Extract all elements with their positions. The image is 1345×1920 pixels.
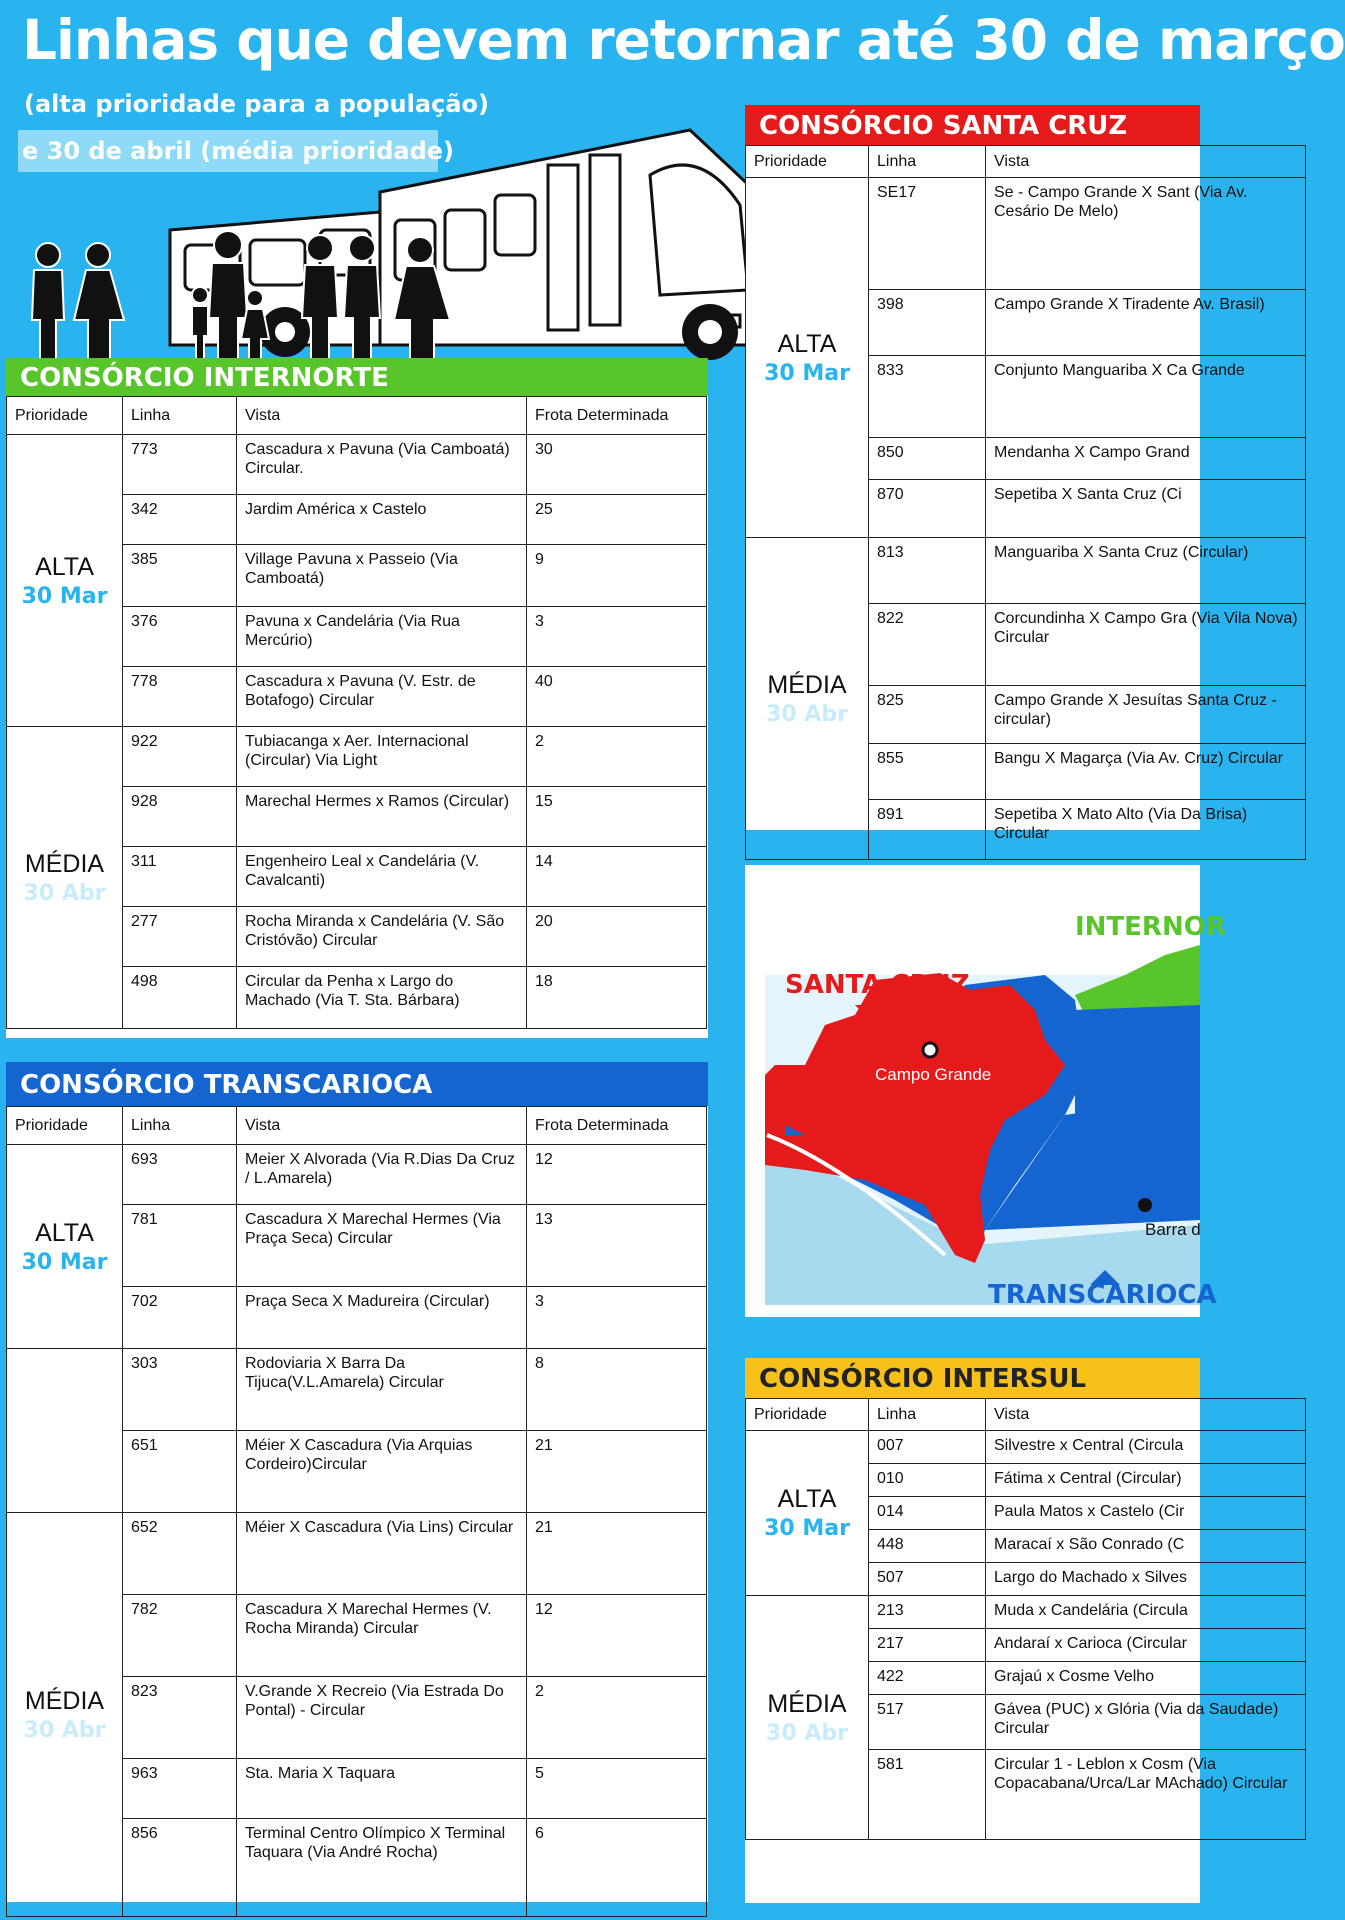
vista-cell: V.Grande X Recreio (Via Estrada Do Pontal) - Circular xyxy=(237,1677,527,1759)
frota-cell: 3 xyxy=(527,607,707,667)
priority-alta xyxy=(746,1431,869,1596)
priority-label: ALTA xyxy=(777,329,837,358)
linha-cell: SE17 xyxy=(869,178,986,290)
frota-cell: 14 xyxy=(527,847,707,907)
frota-cell: 20 xyxy=(527,907,707,967)
santa-cruz-title: CONSÓRCIO SANTA CRUZ xyxy=(759,111,1128,141)
santa-cruz-header xyxy=(745,105,1200,145)
priority-date: 30 Abr xyxy=(766,1720,848,1746)
priority-media xyxy=(746,538,869,860)
frota-cell: 8 xyxy=(527,1349,707,1431)
linha-cell: 963 xyxy=(123,1759,237,1819)
linha-cell: 855 xyxy=(869,744,986,800)
transcarioca-header xyxy=(6,1062,708,1106)
vista-cell: Rodoviaria X Barra Da Tijuca(V.L.Amarela) Circular xyxy=(237,1349,527,1431)
col-header: Frota Determinada xyxy=(527,397,707,435)
vista-cell: Cascadura X Marechal Hermes (Via Praça Seca) Circular xyxy=(237,1205,527,1287)
subtitle-medium-priority: e 30 de abril (média prioridade) xyxy=(22,137,455,165)
vista-cell: Cascadura x Pavuna (Via Camboatá) Circular. xyxy=(237,435,527,495)
col-header: Linha xyxy=(869,146,986,178)
priority-media xyxy=(746,1596,869,1840)
linha-cell: 693 xyxy=(123,1145,237,1205)
frota-cell: 2 xyxy=(527,727,707,787)
linha-cell: 778 xyxy=(123,667,237,727)
linha-cell: 833 xyxy=(869,356,986,438)
vista-cell: Terminal Centro Olímpico X Terminal Taquara (Via André Rocha) xyxy=(237,1819,527,1917)
linha-cell: 782 xyxy=(123,1595,237,1677)
col-header: Prioridade xyxy=(746,146,869,178)
col-header: Linha xyxy=(869,1399,986,1431)
linha-cell: 822 xyxy=(869,604,986,686)
col-header: Linha xyxy=(123,1107,237,1145)
linha-cell: 342 xyxy=(123,495,237,545)
vista-cell: Campo Grande X Tiradente Av. Brasil) xyxy=(986,290,1306,356)
vista-cell: Campo Grande X Jesuítas Santa Cruz -circular) xyxy=(986,686,1306,744)
frota-cell: 25 xyxy=(527,495,707,545)
vista-cell: Maracaí x São Conrado (C xyxy=(986,1530,1306,1563)
intersul-title: CONSÓRCIO INTERSUL xyxy=(759,1364,1087,1394)
col-header: Prioridade xyxy=(7,1107,123,1145)
internorte-header xyxy=(6,358,708,396)
vista-cell: Paula Matos x Castelo (Cir xyxy=(986,1497,1306,1530)
vista-cell: Sta. Maria X Taquara xyxy=(237,1759,527,1819)
frota-cell: 3 xyxy=(527,1287,707,1349)
vista-cell: Corcundinha X Campo Gra (Via Vila Nova) Circular xyxy=(986,604,1306,686)
col-header: Vista xyxy=(986,146,1306,178)
linha-cell: 850 xyxy=(869,438,986,480)
internorte-table xyxy=(6,396,707,1029)
linha-cell: 376 xyxy=(123,607,237,667)
col-header: Linha xyxy=(123,397,237,435)
frota-cell: 5 xyxy=(527,1759,707,1819)
col-header: Vista xyxy=(986,1399,1306,1431)
frota-cell: 12 xyxy=(527,1145,707,1205)
frota-cell: 13 xyxy=(527,1205,707,1287)
map-graphic xyxy=(745,865,1226,1317)
frota-cell: 30 xyxy=(527,435,707,495)
linha-cell: 870 xyxy=(869,480,986,538)
linha-cell: 856 xyxy=(123,1819,237,1917)
vista-cell: Circular 1 - Leblon x Cosm (Via Copacabana/Urca/Lar MAchado) Circular xyxy=(986,1750,1306,1840)
priority-alta xyxy=(7,1145,123,1349)
vista-cell: Jardim América x Castelo xyxy=(237,495,527,545)
linha-cell: 651 xyxy=(123,1431,237,1513)
linha-cell: 825 xyxy=(869,686,986,744)
priority-media xyxy=(7,1513,123,1917)
linha-cell: 217 xyxy=(869,1629,986,1662)
vista-cell: Bangu X Magarça (Via Av. Cruz) Circular xyxy=(986,744,1306,800)
linha-cell: 007 xyxy=(869,1431,986,1464)
vista-cell: Cascadura x Pavuna (V. Estr. de Botafogo) Circular xyxy=(237,667,527,727)
transcarioca-panel xyxy=(6,1062,708,1902)
transcarioca-title: CONSÓRCIO TRANSCARIOCA xyxy=(20,1070,433,1100)
priority-label: MÉDIA xyxy=(24,849,105,878)
priority-label: ALTA xyxy=(777,1485,837,1513)
vista-cell: Gávea (PUC) x Glória (Via da Saudade) Circular xyxy=(986,1695,1306,1750)
priority-alta xyxy=(7,435,123,727)
vista-cell: Cascadura X Marechal Hermes (V. Rocha Miranda) Circular xyxy=(237,1595,527,1677)
vista-cell: Sepetiba X Santa Cruz (Ci xyxy=(986,480,1306,538)
vista-cell: Conjunto Manguariba X Ca Grande xyxy=(986,356,1306,438)
col-header: Prioridade xyxy=(7,397,123,435)
vista-cell: Grajaú x Cosme Velho xyxy=(986,1662,1306,1695)
priority-date: 30 Mar xyxy=(764,1516,850,1541)
frota-cell: 12 xyxy=(527,1595,707,1677)
linha-cell: 303 xyxy=(123,1349,237,1431)
map-label-santa-cruz: SANTA CRUZ xyxy=(785,970,970,1000)
linha-cell: 517 xyxy=(869,1695,986,1750)
frota-cell: 6 xyxy=(527,1819,707,1917)
vista-cell: Andaraí x Carioca (Circular xyxy=(986,1629,1306,1662)
vista-cell: Méier X Cascadura (Via Arquias Cordeiro)Circular xyxy=(237,1431,527,1513)
frota-cell: 2 xyxy=(527,1677,707,1759)
internorte-title: CONSÓRCIO INTERNORTE xyxy=(20,363,389,393)
linha-cell: 781 xyxy=(123,1205,237,1287)
vista-cell: Muda x Candelária (Circula xyxy=(986,1596,1306,1629)
vista-cell: Pavuna x Candelária (Via Rua Mercúrio) xyxy=(237,607,527,667)
priority-date: 30 Abr xyxy=(766,701,848,727)
map-label-barra: Barra d xyxy=(1145,1220,1201,1239)
linha-cell: 507 xyxy=(869,1563,986,1596)
vista-cell: Circular da Penha x Largo do Machado (Via T. Sta. Bárbara) xyxy=(237,967,527,1029)
priority-date: 30 Mar xyxy=(21,583,108,609)
linha-cell: 891 xyxy=(869,800,986,860)
page-title: Linhas que devem retornar até 30 de março xyxy=(22,8,1345,72)
priority-alta xyxy=(746,178,869,538)
priority-label: ALTA xyxy=(35,552,94,581)
bus-illustration xyxy=(0,120,790,360)
vista-cell: Manguariba X Santa Cruz (Circular) xyxy=(986,538,1306,604)
vista-cell: Village Pavuna x Passeio (Via Camboatá) xyxy=(237,545,527,607)
linha-cell: 922 xyxy=(123,727,237,787)
frota-cell: 21 xyxy=(527,1431,707,1513)
vista-cell: Rocha Miranda x Candelária (V. São Cristóvão) Circular xyxy=(237,907,527,967)
linha-cell: 311 xyxy=(123,847,237,907)
linha-cell: 014 xyxy=(869,1497,986,1530)
frota-cell: 21 xyxy=(527,1513,707,1595)
map-label-internorte: INTERNOR xyxy=(1075,912,1226,942)
frota-cell: 18 xyxy=(527,967,707,1029)
barra-marker xyxy=(1138,1198,1152,1212)
vista-cell: Praça Seca X Madureira (Circular) xyxy=(237,1287,527,1349)
priority-label: MÉDIA xyxy=(767,1689,847,1718)
vista-cell: Mendanha X Campo Grand xyxy=(986,438,1306,480)
intersul-panel xyxy=(745,1358,1288,1903)
map-label-campo-grande: Campo Grande xyxy=(875,1065,992,1084)
linha-cell: 823 xyxy=(123,1677,237,1759)
col-header: Vista xyxy=(237,1107,527,1145)
linha-cell: 581 xyxy=(869,1750,986,1840)
frota-cell: 15 xyxy=(527,787,707,847)
internorte-panel xyxy=(6,358,708,1038)
linha-cell: 213 xyxy=(869,1596,986,1629)
linha-cell: 652 xyxy=(123,1513,237,1595)
santa-cruz-table xyxy=(745,145,1306,860)
linha-cell: 813 xyxy=(869,538,986,604)
subtitle-high-priority: (alta prioridade para a população) xyxy=(24,90,489,118)
consortium-map xyxy=(745,865,1226,1317)
priority-date: 30 Mar xyxy=(764,360,850,386)
frota-cell: 9 xyxy=(527,545,707,607)
col-header: Prioridade xyxy=(746,1399,869,1431)
vista-cell: Se - Campo Grande X Sant (Via Av. Cesário De Melo) xyxy=(986,178,1306,290)
priority-label: MÉDIA xyxy=(24,1686,105,1715)
priority-label: MÉDIA xyxy=(767,670,847,699)
linha-cell: 448 xyxy=(869,1530,986,1563)
linha-cell: 398 xyxy=(869,290,986,356)
vista-cell: Sepetiba X Mato Alto (Via Da Brisa) Circular xyxy=(986,800,1306,860)
vista-cell: Tubiacanga x Aer. Internacional (Circular) Via Light xyxy=(237,727,527,787)
priority-media xyxy=(7,727,123,1029)
transcarioca-table xyxy=(6,1106,707,1917)
priority-date: 30 Abr xyxy=(23,1717,106,1743)
priority-label: ALTA xyxy=(35,1218,94,1247)
priority-date: 30 Abr xyxy=(23,880,106,906)
linha-cell: 385 xyxy=(123,545,237,607)
vista-cell: Largo do Machado x Silves xyxy=(986,1563,1306,1596)
vista-cell: Silvestre x Central (Circula xyxy=(986,1431,1306,1464)
linha-cell: 773 xyxy=(123,435,237,495)
frota-cell: 40 xyxy=(527,667,707,727)
linha-cell: 498 xyxy=(123,967,237,1029)
map-label-transcarioca: TRANSCARIOCA xyxy=(988,1280,1217,1310)
vista-cell: Meier X Alvorada (Via R.Dias Da Cruz / L.Amarela) xyxy=(237,1145,527,1205)
intersul-table xyxy=(745,1398,1306,1840)
intersul-header xyxy=(745,1358,1200,1398)
vista-cell: Fátima x Central (Circular) xyxy=(986,1464,1306,1497)
campo-grande-marker xyxy=(923,1043,937,1057)
vista-cell: Marechal Hermes x Ramos (Circular) xyxy=(237,787,527,847)
vista-cell: Méier X Cascadura (Via Lins) Circular xyxy=(237,1513,527,1595)
linha-cell: 702 xyxy=(123,1287,237,1349)
linha-cell: 277 xyxy=(123,907,237,967)
priority-date: 30 Mar xyxy=(21,1249,108,1275)
linha-cell: 422 xyxy=(869,1662,986,1695)
vista-cell: Engenheiro Leal x Candelária (V. Cavalcanti) xyxy=(237,847,527,907)
linha-cell: 928 xyxy=(123,787,237,847)
santa-cruz-panel xyxy=(745,105,1298,842)
linha-cell: 010 xyxy=(869,1464,986,1497)
col-header: Frota Determinada xyxy=(527,1107,707,1145)
col-header: Vista xyxy=(237,397,527,435)
priority-empty xyxy=(7,1349,123,1513)
